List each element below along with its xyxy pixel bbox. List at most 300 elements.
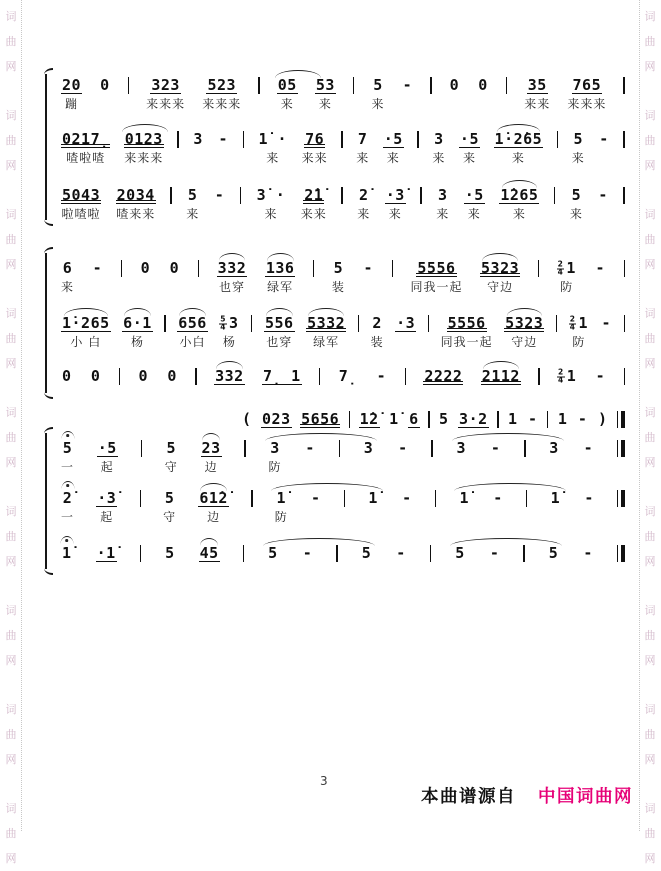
note-token: - bbox=[595, 259, 605, 277]
slur-arc bbox=[452, 433, 564, 441]
barline bbox=[128, 77, 129, 94]
lyric: 小 白 bbox=[70, 335, 102, 349]
slur-arc bbox=[483, 361, 518, 369]
fermata-mark bbox=[61, 431, 74, 439]
lyric: 来来来 bbox=[124, 151, 164, 165]
note-token: ·3 bbox=[396, 314, 416, 332]
barline bbox=[141, 440, 142, 457]
note-token: 3 bbox=[363, 439, 374, 457]
note-token: 0123 来来来 bbox=[124, 122, 164, 167]
note-token: 5043 啦喳啦 bbox=[61, 186, 101, 221]
note-token: 1̇ bbox=[458, 481, 470, 526]
slur-arc bbox=[502, 180, 537, 188]
barline bbox=[547, 411, 548, 428]
note-token: 3̇ · 来 bbox=[256, 186, 286, 221]
barline bbox=[431, 440, 432, 457]
note-token: - bbox=[490, 439, 501, 457]
lyric: 也穿 bbox=[218, 280, 245, 294]
lyric: 来 bbox=[357, 207, 371, 221]
watermark-text: 词 曲 网 bbox=[5, 109, 17, 172]
watermark-text: 词 曲 网 bbox=[644, 109, 656, 172]
lyric: 杨 bbox=[130, 335, 144, 349]
lyric: 喳来来 bbox=[116, 207, 156, 221]
lyric: 起 bbox=[100, 510, 114, 524]
barline bbox=[341, 131, 342, 148]
note-token: 61̇2̇ 边 bbox=[198, 481, 229, 526]
music-line-9 bbox=[58, 481, 628, 526]
note-token: - bbox=[601, 314, 612, 332]
lyric: 来 bbox=[571, 151, 585, 165]
note-token: - bbox=[302, 544, 313, 562]
watermark-text: 词 曲 网 bbox=[644, 505, 656, 568]
barline bbox=[243, 545, 244, 562]
barline bbox=[554, 187, 555, 204]
slur-arc bbox=[507, 308, 542, 316]
note-token: 1 bbox=[508, 410, 518, 428]
note-token: 0 bbox=[167, 367, 177, 385]
note-token: 6 bbox=[409, 410, 419, 428]
barline bbox=[538, 368, 539, 385]
note-token: 523 来来来 bbox=[202, 76, 242, 111]
credit-prefix: 本曲谱源自 bbox=[421, 787, 516, 807]
note-token: 7̣ 1 bbox=[263, 367, 301, 385]
barline bbox=[243, 131, 244, 148]
note-token: 5 bbox=[165, 544, 175, 562]
lyric: 来 bbox=[467, 207, 481, 221]
lyric: 来 bbox=[186, 207, 200, 221]
lyric: 来来 bbox=[524, 97, 551, 111]
music-line-1 bbox=[58, 68, 628, 113]
note-token: - bbox=[583, 439, 594, 457]
system-bracket-2 bbox=[45, 253, 56, 393]
music-line-8 bbox=[58, 431, 628, 476]
lyric: 来 bbox=[61, 280, 75, 294]
note-token: $\frac{2}{4}$ 1 防 bbox=[569, 314, 588, 349]
slur-arc bbox=[200, 538, 219, 546]
final-barline bbox=[617, 411, 625, 428]
lyric: 啦喳啦 bbox=[61, 207, 101, 221]
note-token: 23 边 bbox=[201, 431, 222, 476]
slur-arc bbox=[267, 253, 294, 261]
note-token: ·5 来 bbox=[459, 130, 479, 165]
note-token: 5 来 bbox=[186, 186, 200, 221]
lyric: 来 bbox=[386, 151, 400, 165]
note-token: 1̇ bbox=[550, 489, 561, 507]
lyric: 来 bbox=[371, 97, 385, 111]
barline bbox=[392, 260, 393, 277]
slur-arc bbox=[271, 483, 383, 491]
music-line-3 bbox=[58, 178, 628, 223]
lyric: 来来来 bbox=[567, 97, 607, 111]
note-token: - bbox=[595, 367, 606, 385]
lyric: 同我一起 bbox=[410, 280, 463, 294]
note-token: 3 来 bbox=[432, 130, 446, 165]
note-token: 2034 喳来来 bbox=[116, 186, 156, 221]
note-token: 5 装 bbox=[331, 259, 345, 294]
barline bbox=[623, 77, 624, 94]
lyric: 喳啦喳 bbox=[66, 151, 106, 165]
barline bbox=[497, 411, 498, 428]
note-token: - bbox=[402, 76, 413, 94]
barline bbox=[624, 315, 625, 332]
note-token: 35 来来 bbox=[524, 76, 551, 111]
note-token: - bbox=[402, 489, 412, 507]
note-token: - bbox=[363, 259, 373, 277]
note-token: - bbox=[311, 489, 321, 507]
final-barline bbox=[617, 545, 625, 562]
fermata-mark bbox=[60, 536, 73, 544]
barline bbox=[624, 260, 625, 277]
note-token: 5323 守边 bbox=[504, 306, 544, 351]
note-token: 1̇ 防 bbox=[275, 481, 288, 526]
lyric: 来来来 bbox=[202, 97, 242, 111]
note-token: 0 bbox=[138, 367, 149, 385]
barline bbox=[177, 131, 178, 148]
note-token: 1̇265 来 bbox=[499, 178, 539, 223]
lyric: 边 bbox=[204, 460, 218, 474]
lyric: 也穿 bbox=[266, 335, 293, 349]
note-token: ( bbox=[242, 410, 252, 428]
barline bbox=[244, 440, 245, 457]
lyric: 来 bbox=[280, 97, 294, 111]
lyric: 绿军 bbox=[267, 280, 294, 294]
barline bbox=[251, 490, 252, 507]
note-token: ) bbox=[597, 410, 608, 428]
watermark-text: 词 曲 网 bbox=[5, 703, 17, 766]
note-token: 5 bbox=[548, 544, 559, 562]
slur-arc bbox=[450, 538, 562, 546]
barline bbox=[336, 545, 337, 562]
note-token: 1̇2̇ bbox=[359, 410, 379, 428]
lyric: 绿军 bbox=[313, 335, 340, 349]
lyric: 来 bbox=[432, 151, 446, 165]
note-token: - bbox=[583, 544, 593, 562]
lyric: 守边 bbox=[511, 335, 538, 349]
slur-arc bbox=[219, 253, 246, 261]
barline bbox=[430, 77, 431, 94]
barline bbox=[251, 315, 252, 332]
note-token: 5 来 bbox=[569, 186, 583, 221]
watermark-text: 词 曲 网 bbox=[644, 208, 656, 271]
slur-arc bbox=[64, 308, 108, 316]
lyric: 来 bbox=[462, 151, 476, 165]
barline bbox=[430, 545, 431, 562]
slur-arc bbox=[179, 308, 206, 316]
note-token: ·3̇ 起 bbox=[97, 489, 117, 524]
lyric: 来 bbox=[569, 207, 583, 221]
slur-arc bbox=[216, 361, 243, 369]
slur-arc bbox=[124, 308, 151, 316]
note-token: 2222 bbox=[424, 367, 463, 385]
lyric: 来来 bbox=[300, 207, 327, 221]
note-token: 2112 bbox=[481, 359, 521, 404]
barline bbox=[556, 315, 557, 332]
note-token: 0 bbox=[100, 76, 110, 94]
barline bbox=[344, 490, 345, 507]
lyric: 边 bbox=[207, 510, 221, 524]
barline bbox=[538, 260, 539, 277]
note-token: 6·1 杨 bbox=[122, 306, 153, 351]
note-token: 5 bbox=[454, 536, 466, 581]
note-token: 3 bbox=[549, 439, 559, 457]
barline bbox=[198, 260, 199, 277]
note-token: - bbox=[398, 439, 408, 457]
note-token: 5556 同我一起 bbox=[410, 259, 463, 294]
note-token: ·5 来 bbox=[383, 130, 403, 165]
barline bbox=[623, 187, 624, 204]
barline bbox=[624, 368, 625, 385]
lyric: 来 bbox=[512, 207, 526, 221]
watermark-text: 词 曲 网 bbox=[644, 406, 656, 469]
note-token: 5556 同我一起 bbox=[440, 314, 493, 349]
note-token: - bbox=[218, 130, 228, 148]
note-token: $\frac{5}{4}$ 3 杨 bbox=[220, 314, 239, 349]
note-token: 5 来 bbox=[371, 76, 385, 111]
music-line-4 bbox=[58, 251, 628, 296]
barline bbox=[258, 77, 259, 94]
note-token: ·5 来 bbox=[464, 186, 484, 221]
note-token: 0 bbox=[169, 259, 180, 277]
barline bbox=[405, 368, 406, 385]
note-token: 6 来 bbox=[61, 259, 75, 294]
lyric: 一 bbox=[61, 460, 75, 474]
note-token: - bbox=[528, 410, 538, 428]
slur-arc bbox=[266, 308, 293, 316]
music-line-10 bbox=[58, 536, 628, 581]
credit-site-name: 中国词曲网 bbox=[538, 787, 633, 807]
lyric: 来 bbox=[388, 207, 402, 221]
lyric: 一 bbox=[61, 510, 75, 524]
note-token: 7̣ bbox=[338, 367, 358, 385]
barline bbox=[164, 315, 165, 332]
note-token: 2̇1̇ 来来 bbox=[300, 186, 327, 221]
note-token: 5 一 bbox=[61, 431, 74, 476]
barline bbox=[170, 187, 171, 204]
note-token: 2̇ 来 bbox=[357, 186, 371, 221]
lyric: 来 bbox=[356, 151, 370, 165]
barline bbox=[417, 131, 418, 148]
note-token: 023 bbox=[262, 410, 291, 428]
note-token: 1̇·265 小 白 bbox=[61, 306, 111, 351]
note-token: 5 bbox=[439, 410, 449, 428]
barline bbox=[526, 490, 527, 507]
note-token: 1̇ bbox=[368, 489, 378, 507]
barline bbox=[140, 490, 141, 507]
lyric: 起 bbox=[100, 460, 114, 474]
final-barline bbox=[617, 440, 625, 457]
barline bbox=[319, 368, 320, 385]
note-token: 5332 绿军 bbox=[306, 306, 346, 351]
watermark-text: 词 曲 网 bbox=[644, 703, 656, 766]
note-token: 1 bbox=[557, 410, 568, 428]
music-line-5 bbox=[58, 306, 628, 351]
slur-arc bbox=[482, 253, 517, 261]
watermark-text: 词 曲 网 bbox=[5, 10, 17, 73]
barline bbox=[119, 368, 120, 385]
time-signature-change: $\frac{2}{4}$ bbox=[557, 259, 564, 276]
watermark-text: 词 曲 网 bbox=[644, 10, 656, 73]
note-token: 0 bbox=[90, 367, 101, 385]
note-token: - bbox=[598, 186, 608, 204]
note-token: - bbox=[305, 439, 315, 457]
lyric: 来 bbox=[318, 97, 332, 111]
note-token: 136 绿军 bbox=[265, 251, 296, 296]
lyric: 蹦 bbox=[65, 97, 79, 111]
slur-arc bbox=[202, 433, 221, 441]
note-token: 0 bbox=[140, 259, 151, 277]
note-token: - bbox=[396, 544, 406, 562]
note-token: 1̇ · 来 bbox=[258, 130, 288, 165]
note-token: 1̇ bbox=[61, 536, 73, 581]
lyric: 防 bbox=[268, 460, 282, 474]
note-token: 656 小白 bbox=[177, 306, 208, 351]
watermark-text: 词 曲 网 bbox=[644, 307, 656, 370]
note-token: 0217̣ 喳啦喳 bbox=[62, 130, 110, 165]
note-token: - bbox=[493, 489, 503, 507]
watermark-text: 词 曲 网 bbox=[644, 604, 656, 667]
credit-line bbox=[421, 783, 633, 808]
slur-arc bbox=[200, 483, 227, 491]
barline bbox=[557, 131, 558, 148]
note-token: 53 来 bbox=[315, 76, 335, 111]
note-token: 332 也穿 bbox=[217, 251, 248, 296]
page-number: 3 bbox=[320, 774, 328, 788]
note-token: 45 bbox=[199, 536, 220, 581]
note-token: 0 bbox=[62, 367, 72, 385]
slur-arc bbox=[275, 70, 321, 78]
lyric: 装 bbox=[370, 335, 384, 349]
note-token: 556 也穿 bbox=[264, 306, 295, 351]
note-token: ·3̇ 来 bbox=[385, 186, 405, 221]
lyric: 来 bbox=[264, 207, 278, 221]
barline bbox=[240, 187, 241, 204]
music-line-6 bbox=[58, 359, 628, 404]
barline bbox=[341, 187, 342, 204]
watermark-text: 词 曲 网 bbox=[5, 307, 17, 370]
barline bbox=[523, 545, 524, 562]
barline bbox=[195, 368, 196, 385]
barline bbox=[428, 411, 429, 428]
barline bbox=[623, 131, 624, 148]
note-token: 3 来 bbox=[436, 186, 450, 221]
note-token: 2̇ 一 bbox=[61, 481, 74, 526]
note-token: 5323 守边 bbox=[480, 251, 520, 296]
lyric: 来 bbox=[511, 151, 525, 165]
time-signature-change: $\frac{2}{4}$ bbox=[569, 314, 576, 331]
note-token: - bbox=[92, 259, 103, 277]
fermata-mark bbox=[61, 481, 74, 489]
time-signature-change: $\frac{5}{4}$ bbox=[220, 314, 227, 331]
note-token: - bbox=[376, 367, 387, 385]
barline bbox=[339, 440, 340, 457]
lyric: 来来来 bbox=[146, 97, 186, 111]
lyric: 守边 bbox=[487, 280, 514, 294]
slur-arc bbox=[122, 124, 168, 132]
watermark-text: 词 曲 网 bbox=[5, 208, 17, 271]
note-token: 5 来 bbox=[571, 130, 585, 165]
watermark-text: 词 曲 网 bbox=[5, 406, 17, 469]
watermark-text: 词 曲 网 bbox=[5, 505, 17, 568]
lyric: 守 bbox=[163, 510, 177, 524]
note-token: 3 防 bbox=[269, 431, 282, 476]
barline bbox=[121, 260, 122, 277]
note-token: $\frac{2}{4}$ 1 防 bbox=[557, 259, 576, 294]
barline bbox=[420, 187, 421, 204]
lyric: 防 bbox=[274, 510, 288, 524]
barline bbox=[435, 490, 436, 507]
barline bbox=[358, 315, 359, 332]
lyric: 小白 bbox=[179, 335, 206, 349]
barline bbox=[353, 77, 354, 94]
note-token: 1̇ bbox=[389, 410, 399, 428]
lyric: 来 bbox=[436, 207, 450, 221]
note-token: 5 守 bbox=[163, 489, 177, 524]
note-token: 0 bbox=[449, 76, 460, 94]
note-token: 5 守 bbox=[164, 439, 178, 474]
note-token: 323 来来来 bbox=[146, 76, 186, 111]
note-token: 7 来 bbox=[356, 130, 370, 165]
slur-arc bbox=[308, 308, 343, 316]
lyric: 来来 bbox=[301, 151, 328, 165]
lyric: 装 bbox=[331, 280, 345, 294]
note-token: - bbox=[489, 544, 500, 562]
note-token: ·1̇ bbox=[96, 544, 116, 562]
barline bbox=[524, 440, 525, 457]
note-token: 765 来来来 bbox=[567, 76, 607, 111]
note-token: - bbox=[584, 489, 594, 507]
note-token: 332 bbox=[214, 359, 245, 404]
note-token: 5 bbox=[267, 536, 279, 581]
lyric: 同我一起 bbox=[440, 335, 493, 349]
watermark-text: 词 曲 网 bbox=[644, 802, 656, 865]
barline bbox=[140, 545, 141, 562]
note-token: 5 bbox=[361, 544, 372, 562]
music-line-2 bbox=[58, 122, 628, 167]
lyric: 防 bbox=[572, 335, 586, 349]
watermark-text: 词 曲 网 bbox=[5, 802, 17, 865]
lyric: 来 bbox=[266, 151, 280, 165]
note-token: - bbox=[577, 410, 588, 428]
slur-arc bbox=[265, 433, 377, 441]
lyric: 杨 bbox=[222, 335, 236, 349]
final-barline bbox=[617, 490, 625, 507]
note-token: 3·2 bbox=[459, 410, 488, 428]
note-token: ·5 起 bbox=[97, 439, 117, 474]
system-bracket-1 bbox=[45, 74, 56, 220]
lyric: 防 bbox=[560, 280, 574, 294]
note-token: 1̇·2̇65 来 bbox=[494, 122, 544, 167]
note-token: - bbox=[599, 130, 609, 148]
slur-arc bbox=[263, 538, 375, 546]
slur-arc bbox=[497, 124, 541, 132]
note-token: - bbox=[214, 186, 225, 204]
time-signature-change: $\frac{2}{4}$ bbox=[558, 367, 564, 384]
note-token: 2 装 bbox=[370, 314, 384, 349]
note-token: 05 来 bbox=[277, 68, 298, 113]
barline bbox=[313, 260, 314, 277]
note-token: 0 bbox=[478, 76, 488, 94]
note-token: 5656 bbox=[301, 410, 340, 428]
barline bbox=[428, 315, 429, 332]
note-token: 3 bbox=[193, 130, 203, 148]
lyric: 守 bbox=[164, 460, 178, 474]
note-token: 3 bbox=[456, 431, 468, 476]
note-token: 76 来来 bbox=[301, 130, 328, 165]
watermark-text: 词 曲 网 bbox=[5, 604, 17, 667]
barline bbox=[349, 411, 350, 428]
system-bracket-3 bbox=[45, 433, 56, 569]
note-token: $\frac{2}{4}$ 1 bbox=[558, 367, 577, 385]
